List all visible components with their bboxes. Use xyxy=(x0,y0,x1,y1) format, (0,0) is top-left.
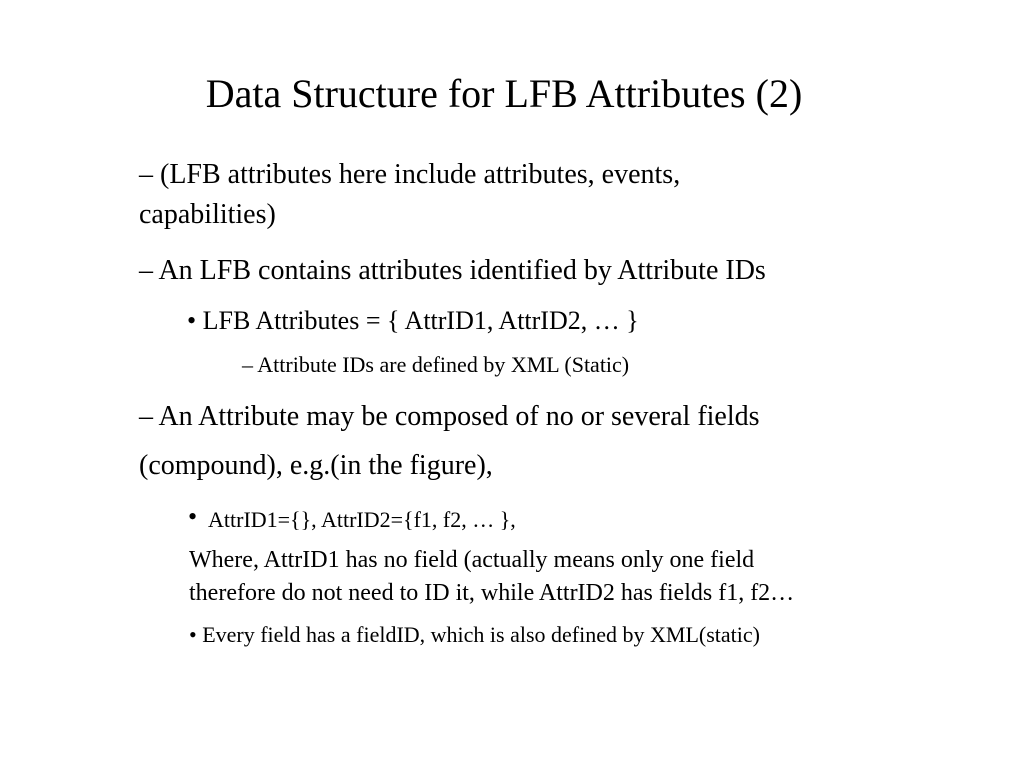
where-line-1: Where, AttrID1 has no field (actually means only one field xyxy=(189,547,755,573)
attr-example: AttrID1={}, AttrID2={f1, f2, … }, xyxy=(208,507,516,532)
sub-sub-point-xml-static: – Attribute IDs are defined by XML (Static) xyxy=(242,352,630,377)
note-line-1: – (LFB attributes here include attributes, events, xyxy=(139,159,681,190)
every-field-point: • Every field has a fieldID, which is also defined by XML(static) xyxy=(189,622,760,647)
point-attribute-ids: – An LFB contains attributes identified by Attribute IDs xyxy=(139,255,766,286)
where-line-2: therefore do not need to ID it, while AttrID2 has fields f1, f2… xyxy=(189,580,795,606)
slide-title: Data Structure for LFB Attributes (2) xyxy=(205,71,803,116)
note-line-2: capabilities) xyxy=(139,199,276,230)
point-compound-line-2: (compound), e.g.(in the figure), xyxy=(139,450,493,481)
sub-point-lfb-attributes: • LFB Attributes = { AttrID1, AttrID2, … } xyxy=(187,306,639,335)
bullet-marker: • xyxy=(188,502,198,531)
point-compound-line-1: – An Attribute may be composed of no or several fields xyxy=(139,401,760,432)
